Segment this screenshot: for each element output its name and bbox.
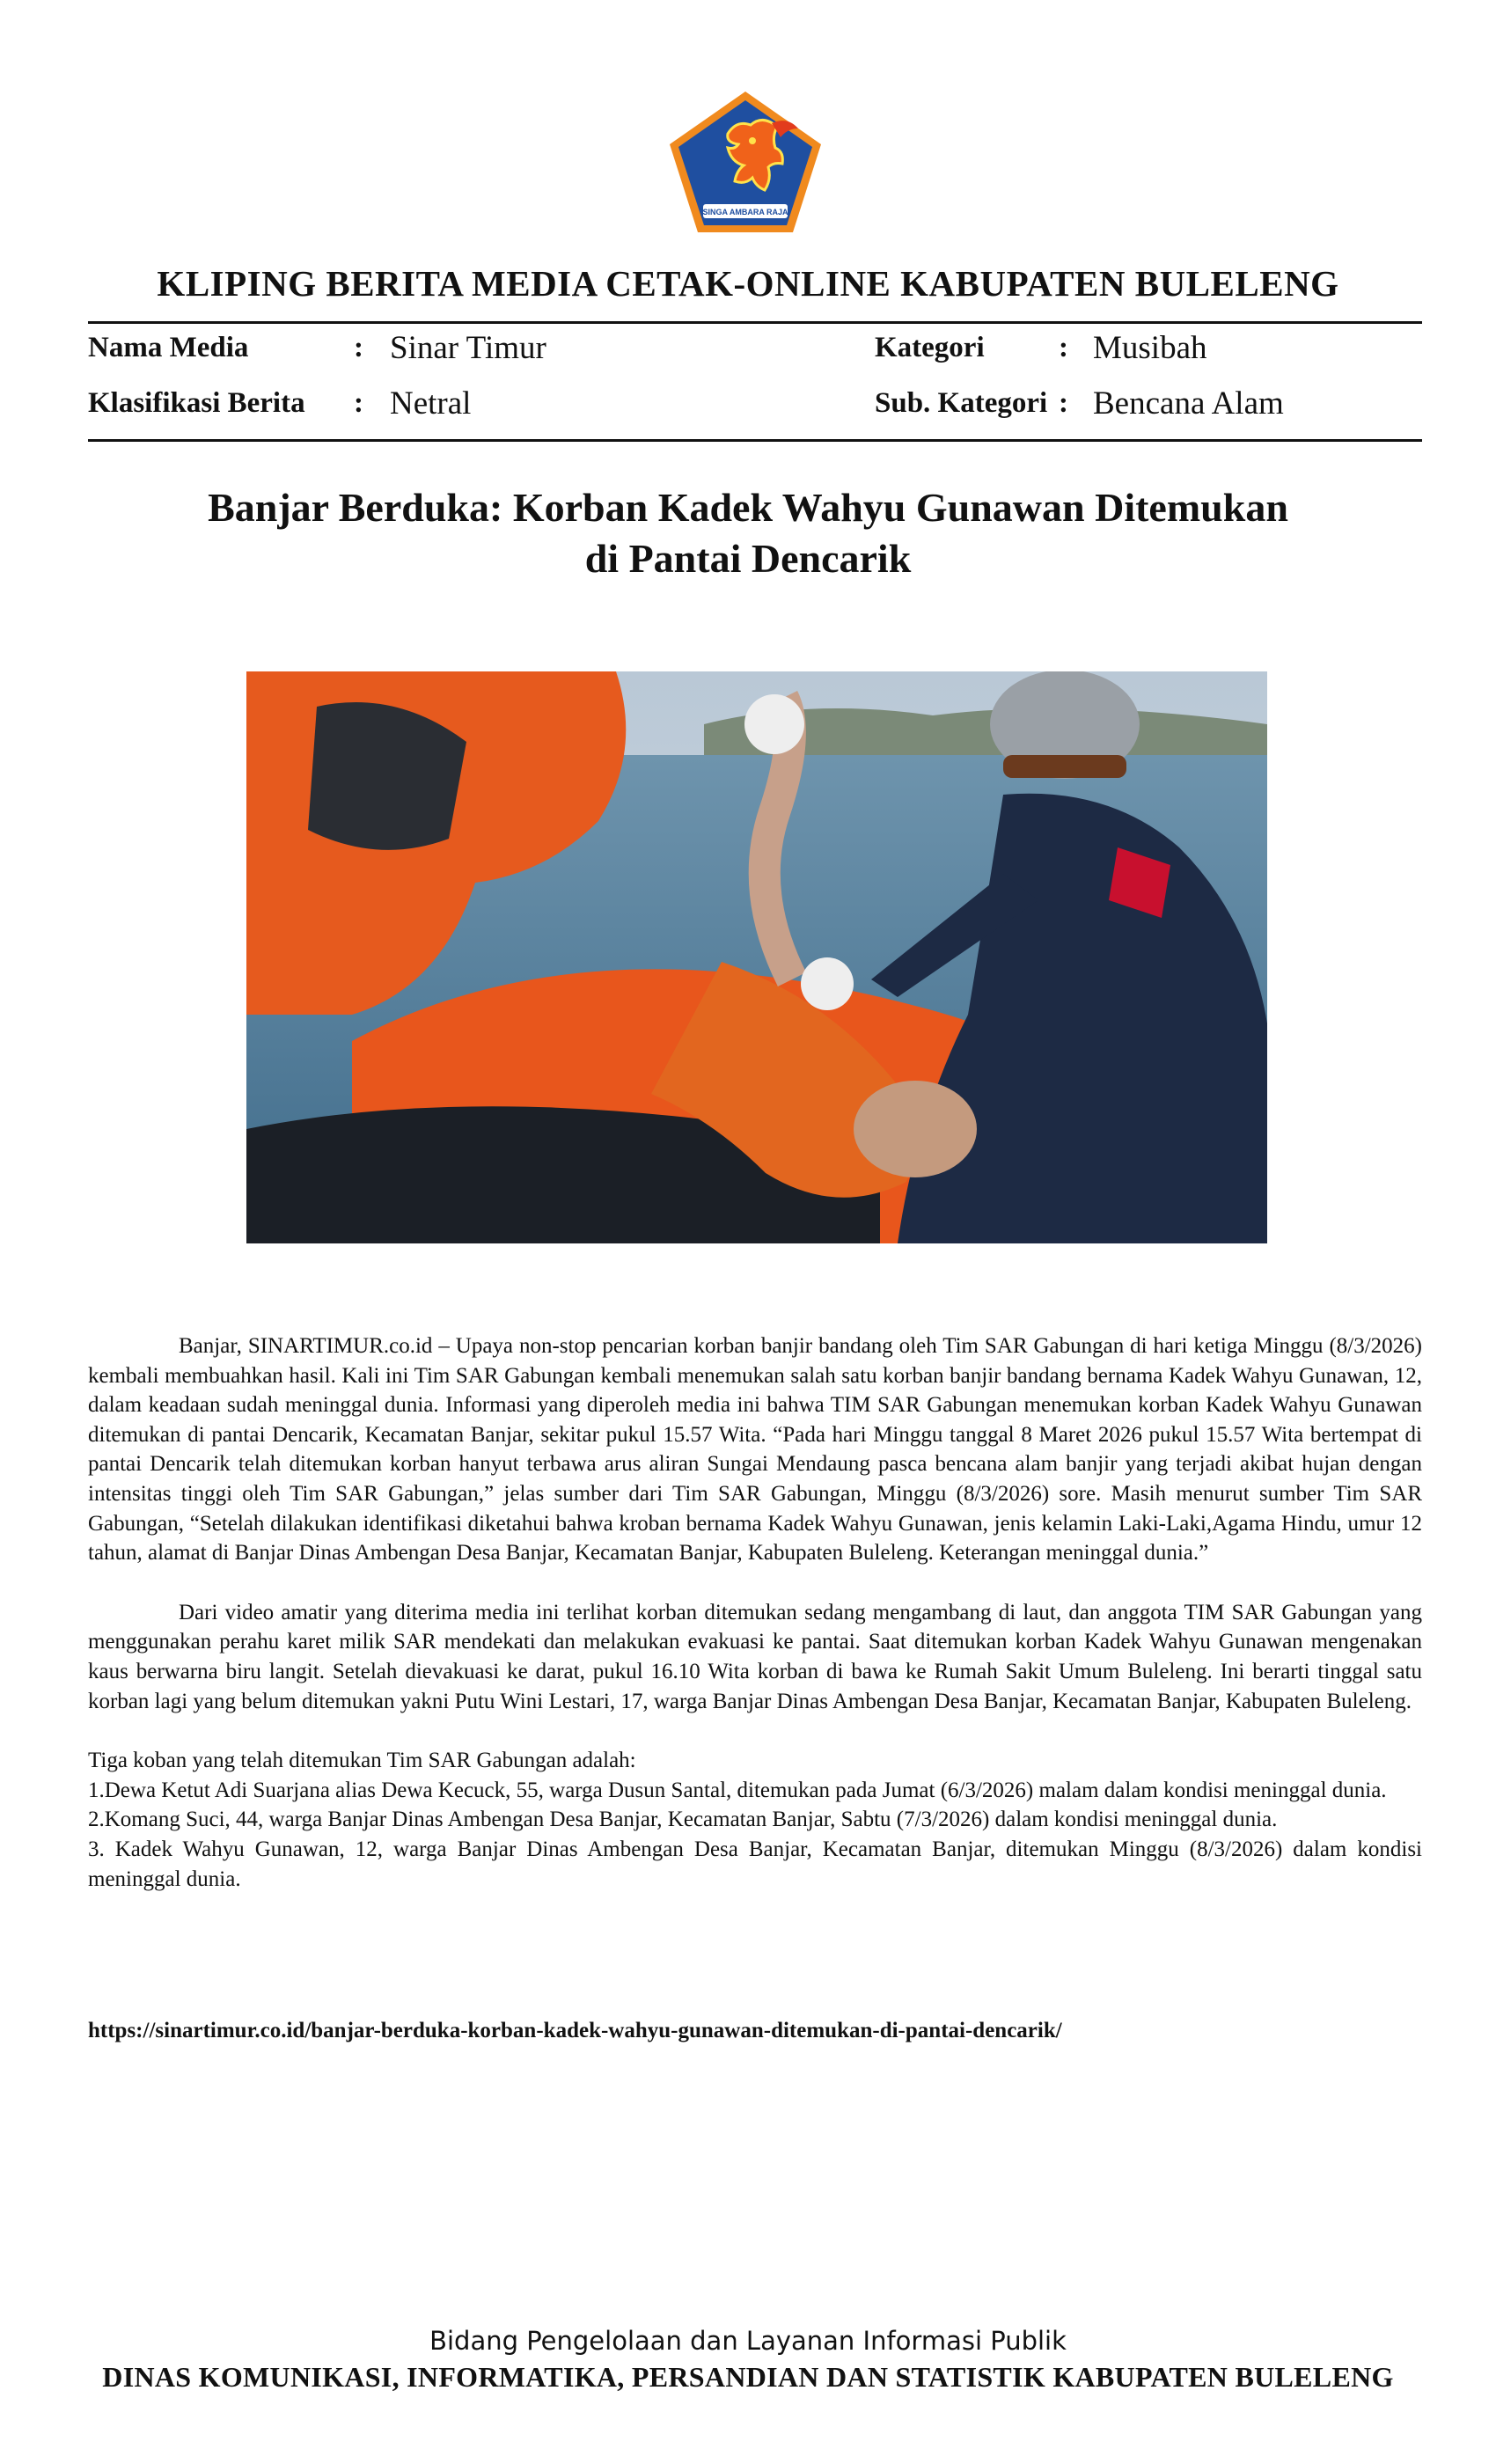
emblem-icon bbox=[666, 88, 825, 236]
victim-list-item-2: 2.Komang Suci, 44, warga Banjar Dinas Ambengan Desa Banjar, Kecamatan Banjar, Sabtu (7/3/2026) dalam kondisi meninggal dunia. bbox=[88, 1808, 1278, 1832]
article-body bbox=[88, 1331, 1422, 1894]
header-divider-top bbox=[88, 321, 1422, 324]
source-url-link[interactable]: https://sinartimur.co.id/banjar-berduka-korban-kadek-wahyu-gunawan-ditemukan-di-pantai-dencarik/ bbox=[88, 2019, 1062, 2042]
klasifikasi-berita-colon: : bbox=[354, 387, 363, 419]
kategori-value: Musibah bbox=[1093, 330, 1207, 366]
sub-kategori-colon: : bbox=[1059, 387, 1068, 419]
svg-text:SINGA AMBARA RAJA: SINGA AMBARA RAJA bbox=[702, 208, 788, 216]
sub-kategori-label: Sub. Kategori bbox=[875, 387, 1048, 419]
headline-line-2: di Pantai Dencarik bbox=[584, 536, 912, 581]
sub-kategori-value: Bencana Alam bbox=[1093, 385, 1284, 422]
rescue-scene-image bbox=[246, 671, 1267, 1243]
footer-division-name: Bidang Pengelolaan dan Layanan Informasi Publik bbox=[429, 2326, 1067, 2356]
kategori-label: Kategori bbox=[875, 332, 985, 363]
buleleng-emblem-logo bbox=[666, 88, 825, 236]
article-paragraph-1: Banjar, SINARTIMUR.co.id – Upaya non-stop pencarian korban banjir bandang oleh Tim SAR Gabungan di hari ketiga Minggu (8/3/2026) kembali membuahkan hasil. Kali ini Tim SAR Gabungan kembali menemukan salah satu korban banjir bandang bernama Kadek Wahyu Gunawan, 12, dalam keadaan sudah meninggal dunia. Informasi yang diperoleh media ini bahwa TIM SAR Gabungan menemukan korban Kadek Wahyu Gunawan ditemukan di pantai Dencarik, Kecamatan Banjar, sekitar pukul 15.57 Wita. “Pada hari Minggu tanggal 8 Maret 2026 pukul 15.57 Wita bertempat di pantai Dencarik telah ditemukan korban hanyut terbawa arus aliran Sungai Mendaung pasca bencana alam banjir yang terjadi akibat hujan dengan intensitas tinggi oleh Tim SAR Gabungan,” jelas sumber dari Tim SAR Gabungan, Minggu (8/3/2026) sore. Masih menurut sumber Tim SAR Gabungan, “Setelah dilakukan identifikasi diketahui bahwa kroban bernama Kadek Wahyu Gunawan, jenis kelamin Laki-Laki,Agama Hindu, umur 12 tahun, alamat di Banjar Dinas Ambengan Desa Banjar, Kecamatan Banjar, Kabupaten Buleleng. Keterangan meninggal dunia.” bbox=[88, 1334, 1422, 1566]
victim-list-intro: Tiga koban yang telah ditemukan Tim SAR Gabungan adalah: bbox=[88, 1749, 636, 1773]
nama-media-value: Sinar Timur bbox=[390, 330, 546, 366]
nama-media-label: Nama Media bbox=[88, 332, 249, 363]
victim-list-item-1: 1.Dewa Ketut Adi Suarjana alias Dewa Kecuck, 55, warga Dusun Santal, ditemukan pada Jumat (6/3/2026) malam dalam kondisi meninggal dunia. bbox=[88, 1778, 1387, 1802]
article-paragraph-2: Dari video amatir yang diterima media ini terlihat korban ditemukan sedang mengambang di laut, dan anggota TIM SAR Gabungan yang menggunakan perahu karet milik SAR mendekati dan melakukan evakuasi ke pantai. Saat ditemukan korban Kadek Wahyu Gunawan mengenakan kaus berwarna biru langit. Setelah dievakuasi ke darat, pukul 16.10 Wita korban di bawa ke Rumah Sakit Umum Buleleng. Ini berarti tinggal satu korban lagi yang belum ditemukan yakni Putu Wini Lestari, 17, warga Banjar Dinas Ambengan Desa Banjar, Kecamatan Banjar, Kabupaten Buleleng. bbox=[88, 1600, 1422, 1713]
klasifikasi-berita-value: Netral bbox=[390, 385, 472, 422]
klasifikasi-berita-label: Klasifikasi Berita bbox=[88, 387, 305, 419]
footer-agency-name: DINAS KOMUNIKASI, INFORMATIKA, PERSANDIAN DAN STATISTIK KABUPATEN BULELENG bbox=[102, 2361, 1394, 2393]
victim-list-item-3: 3. Kadek Wahyu Gunawan, 12, warga Banjar Dinas Ambengan Desa Banjar, Kecamatan Banjar, ditemukan Minggu (8/3/2026) dalam kondisi meninggal dunia. bbox=[88, 1837, 1422, 1891]
kliping-header-title: KLIPING BERITA MEDIA CETAK-ONLINE KABUPATEN BULELENG bbox=[157, 263, 1339, 304]
nama-media-colon: : bbox=[354, 332, 363, 363]
article-photo bbox=[246, 671, 1267, 1243]
header-divider-bottom bbox=[88, 439, 1422, 442]
kategori-colon: : bbox=[1059, 332, 1068, 363]
article-headline bbox=[132, 482, 1364, 584]
headline-line-1: Banjar Berduka: Korban Kadek Wahyu Gunawan Ditemukan bbox=[208, 485, 1288, 530]
